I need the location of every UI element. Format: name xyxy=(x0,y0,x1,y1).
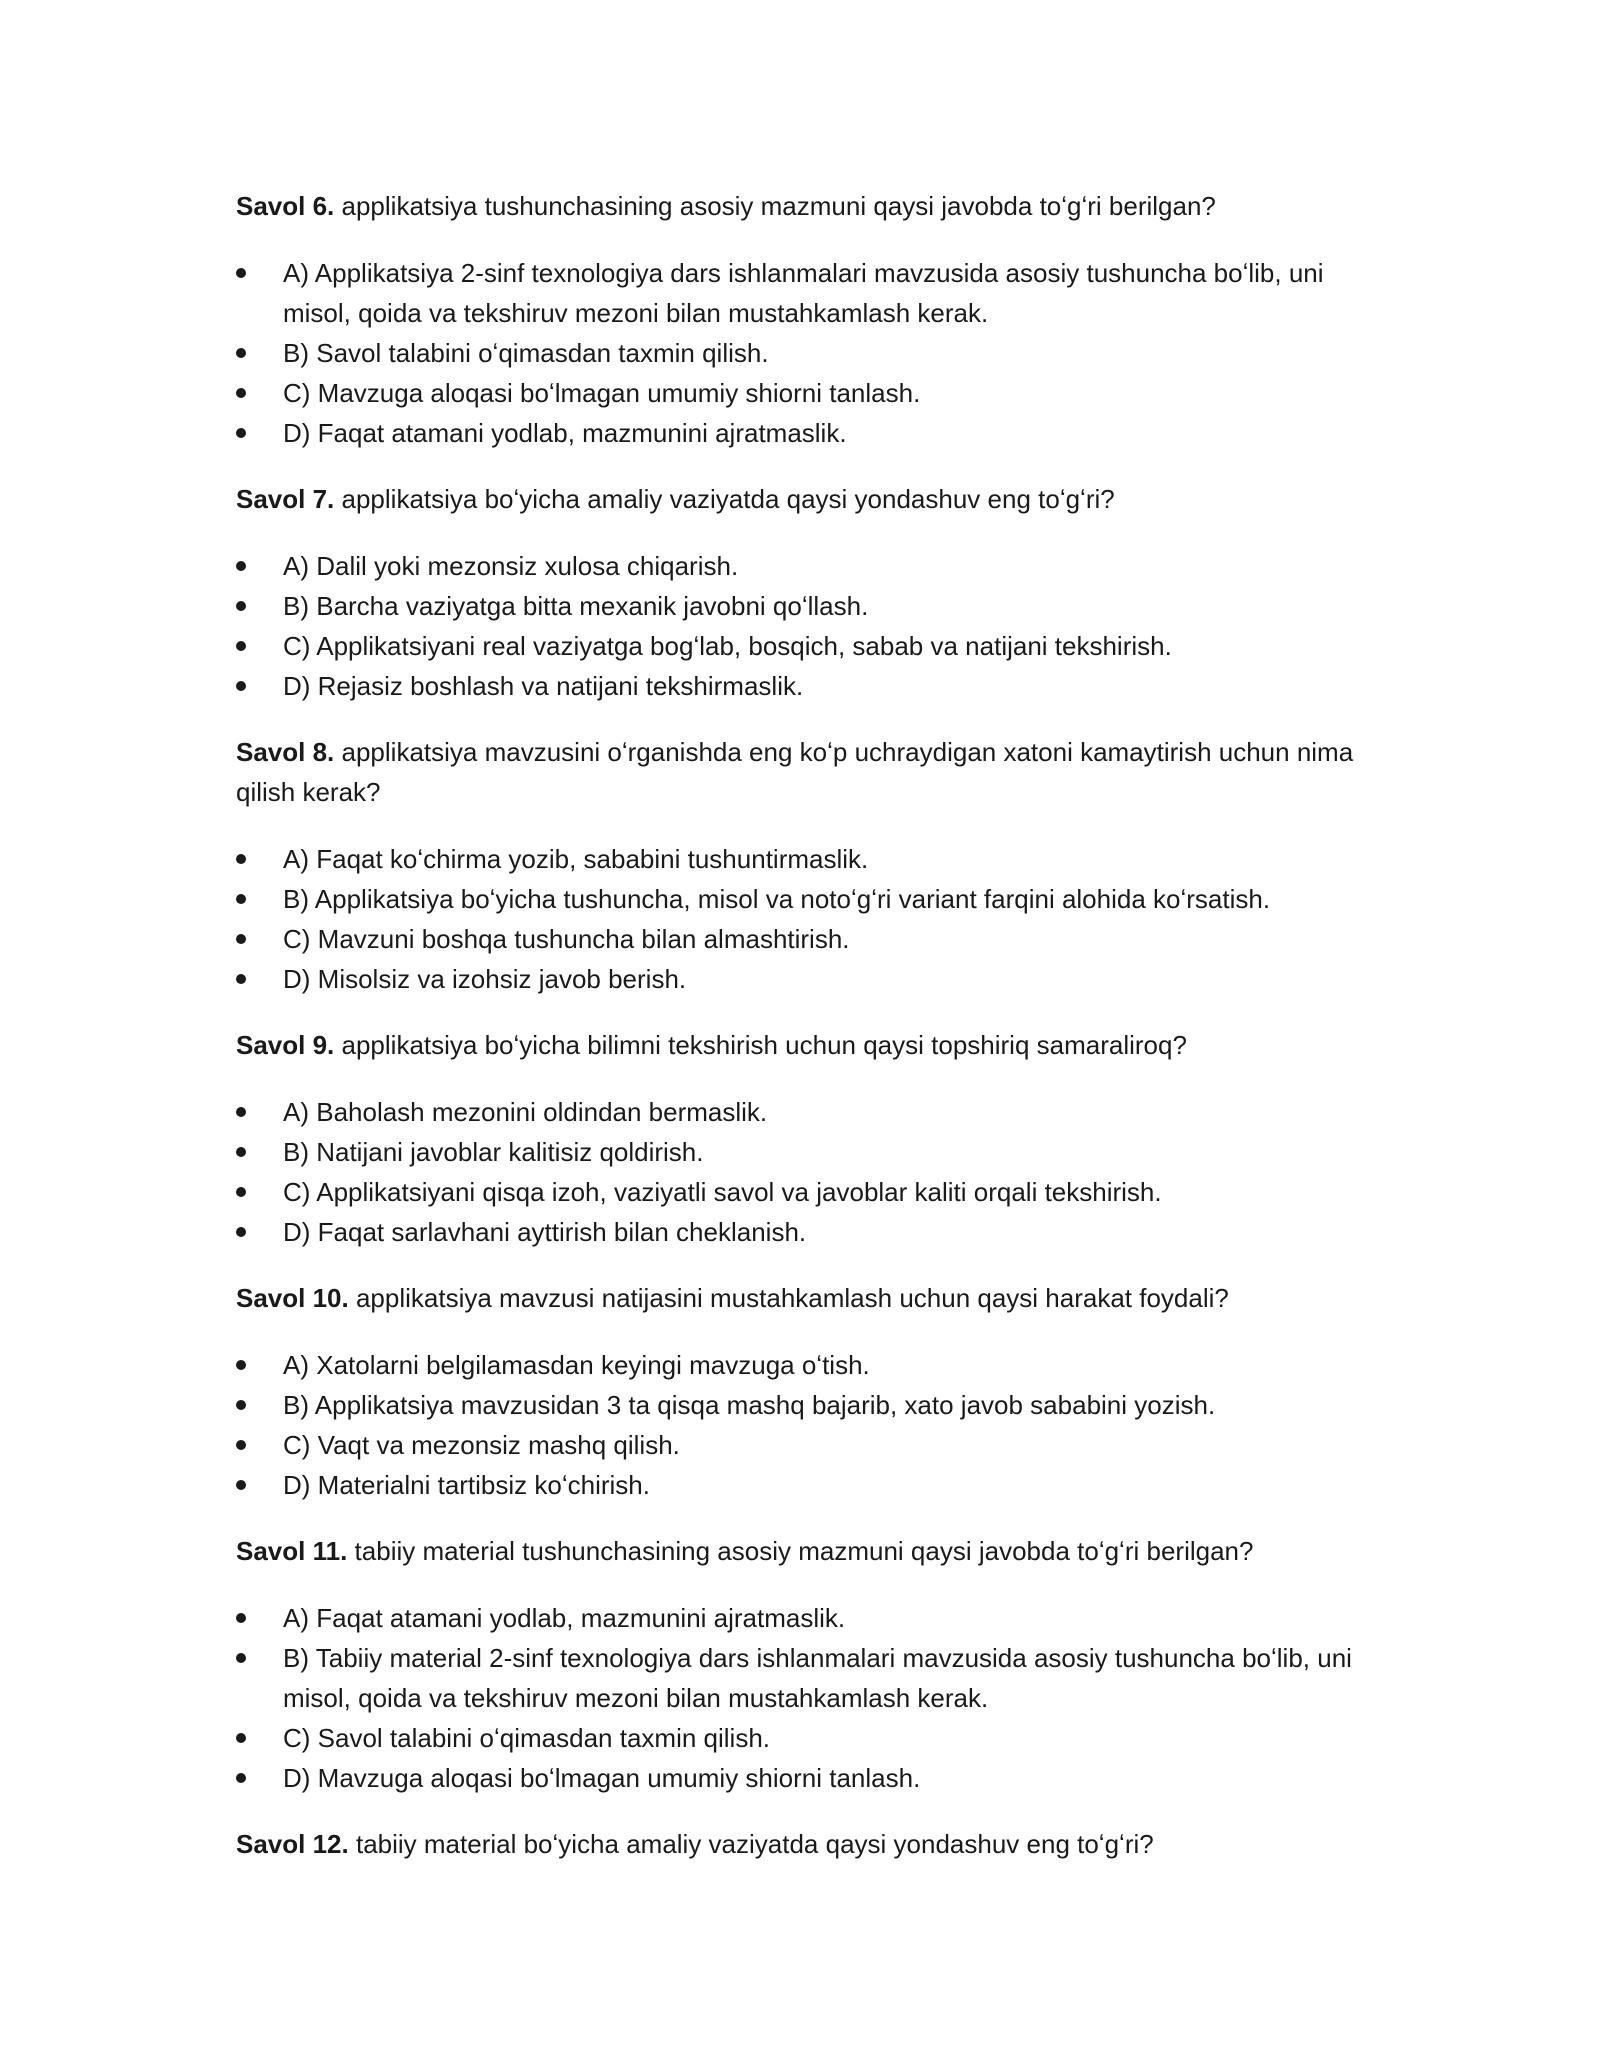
bullet-icon xyxy=(236,681,246,691)
bullet-icon xyxy=(236,854,246,864)
option-text: A) Faqat koʻchirma yozib, sababini tushuntirmaslik. xyxy=(283,844,869,874)
list-item xyxy=(236,546,1386,586)
question-12 xyxy=(236,1824,1386,1864)
option-text: D) Faqat sarlavhani ayttirish bilan cheklanish. xyxy=(283,1217,807,1247)
option-text: A) Faqat atamani yodlab, mazmunini ajratmaslik. xyxy=(283,1603,846,1633)
bullet-icon xyxy=(236,1187,246,1197)
list-item xyxy=(236,1385,1386,1425)
list-item xyxy=(236,919,1386,959)
list-item xyxy=(236,1212,1386,1252)
bullet-icon xyxy=(236,561,246,571)
bullet-icon xyxy=(236,1227,246,1237)
option-text: D) Materialni tartibsiz koʻchirish. xyxy=(283,1470,650,1500)
bullet-icon xyxy=(236,974,246,984)
question-8 xyxy=(236,732,1386,812)
option-list xyxy=(236,1598,1386,1798)
list-item xyxy=(236,373,1386,413)
option-text: A) Applikatsiya 2-sinf texnologiya dars ishlanmalari mavzusida asosiy tushuncha boʻlib, uni misol, qoida va tekshiruv mezoni bilan mustahkamlash kerak. xyxy=(283,258,1324,328)
option-text: B) Applikatsiya mavzusidan 3 ta qisqa mashq bajarib, xato javob sababini yozish. xyxy=(283,1390,1216,1420)
list-item xyxy=(236,586,1386,626)
bullet-icon xyxy=(236,601,246,611)
question-text: tabiiy material tushunchasining asosiy mazmuni qaysi javobda toʻgʻri berilgan? xyxy=(354,1536,1254,1566)
option-text: D) Faqat atamani yodlab, mazmunini ajratmaslik. xyxy=(283,418,847,448)
question-9 xyxy=(236,1025,1386,1065)
question-number: Savol 10. xyxy=(236,1283,349,1313)
list-item xyxy=(236,626,1386,666)
question-text: applikatsiya mavzusi natijasini mustahkamlash uchun qaysi harakat foydali? xyxy=(355,1283,1229,1313)
list-item xyxy=(236,1465,1386,1505)
list-item xyxy=(236,1598,1386,1638)
option-list xyxy=(236,1092,1386,1252)
option-text: C) Applikatsiyani real vaziyatga bogʻlab, bosqich, sabab va natijani tekshirish. xyxy=(283,631,1172,661)
list-item xyxy=(236,1172,1386,1212)
question-number: Savol 11. xyxy=(236,1536,348,1566)
option-list xyxy=(236,546,1386,706)
option-text: C) Vaqt va mezonsiz mashq qilish. xyxy=(283,1430,680,1460)
list-item xyxy=(236,1758,1386,1798)
bullet-icon xyxy=(236,934,246,944)
question-number: Savol 8. xyxy=(236,737,335,767)
list-item xyxy=(236,1638,1386,1718)
option-text: A) Xatolarni belgilamasdan keyingi mavzuga oʻtish. xyxy=(283,1350,870,1380)
bullet-icon xyxy=(236,1147,246,1157)
option-text: B) Savol talabini oʻqimasdan taxmin qilish. xyxy=(283,338,769,368)
list-item xyxy=(236,1345,1386,1385)
bullet-icon xyxy=(236,894,246,904)
bullet-icon xyxy=(236,1480,246,1490)
bullet-icon xyxy=(236,348,246,358)
bullet-icon xyxy=(236,1653,246,1663)
question-11 xyxy=(236,1531,1386,1571)
list-item xyxy=(236,666,1386,706)
bullet-icon xyxy=(236,1107,246,1117)
list-item xyxy=(236,1425,1386,1465)
document-page xyxy=(236,186,1386,1891)
option-text: B) Applikatsiya boʻyicha tushuncha, misol va notoʻgʻri variant farqini alohida koʻrsatish. xyxy=(283,884,1271,914)
bullet-icon xyxy=(236,1773,246,1783)
option-text: C) Applikatsiyani qisqa izoh, vaziyatli savol va javoblar kaliti orqali tekshirish. xyxy=(283,1177,1162,1207)
question-number: Savol 9. xyxy=(236,1030,335,1060)
list-item xyxy=(236,253,1386,333)
option-text: D) Mavzuga aloqasi boʻlmagan umumiy shiorni tanlash. xyxy=(283,1763,921,1793)
list-item xyxy=(236,1092,1386,1132)
bullet-icon xyxy=(236,388,246,398)
option-list xyxy=(236,1345,1386,1505)
option-list xyxy=(236,839,1386,999)
question-7 xyxy=(236,479,1386,519)
option-text: B) Natijani javoblar kalitisiz qoldirish. xyxy=(283,1137,704,1167)
bullet-icon xyxy=(236,268,246,278)
question-number: Savol 7. xyxy=(236,484,335,514)
bullet-icon xyxy=(236,1440,246,1450)
option-text: A) Baholash mezonini oldindan bermaslik. xyxy=(283,1097,768,1127)
bullet-icon xyxy=(236,1733,246,1743)
question-text: applikatsiya boʻyicha bilimni tekshirish uchun qaysi topshiriq samaraliroq? xyxy=(341,1030,1187,1060)
list-item xyxy=(236,1718,1386,1758)
list-item xyxy=(236,879,1386,919)
option-text: D) Misolsiz va izohsiz javob berish. xyxy=(283,964,687,994)
option-text: C) Mavzuga aloqasi boʻlmagan umumiy shiorni tanlash. xyxy=(283,378,921,408)
list-item xyxy=(236,959,1386,999)
question-text: applikatsiya boʻyicha amaliy vaziyatda qaysi yondashuv eng toʻgʻri? xyxy=(341,484,1115,514)
option-text: C) Savol talabini oʻqimasdan taxmin qilish. xyxy=(283,1723,771,1753)
question-text: applikatsiya mavzusini oʻrganishda eng koʻp uchraydigan xatoni kamaytirish uchun nima qilish kerak? xyxy=(236,737,1354,807)
bullet-icon xyxy=(236,1360,246,1370)
option-text: A) Dalil yoki mezonsiz xulosa chiqarish. xyxy=(283,551,739,581)
bullet-icon xyxy=(236,428,246,438)
question-10 xyxy=(236,1278,1386,1318)
bullet-icon xyxy=(236,1400,246,1410)
list-item xyxy=(236,1132,1386,1172)
question-number: Savol 6. xyxy=(236,191,335,221)
option-text: B) Tabiiy material 2-sinf texnologiya dars ishlanmalari mavzusida asosiy tushuncha boʻlib, uni misol, qoida va tekshiruv mezoni bilan mustahkamlash kerak. xyxy=(283,1643,1352,1713)
question-text: tabiiy material boʻyicha amaliy vaziyatda qaysi yondashuv eng toʻgʻri? xyxy=(355,1829,1154,1859)
option-text: C) Mavzuni boshqa tushuncha bilan almashtirish. xyxy=(283,924,850,954)
question-text: applikatsiya tushunchasining asosiy mazmuni qaysi javobda toʻgʻri berilgan? xyxy=(341,191,1216,221)
question-6 xyxy=(236,186,1386,226)
bullet-icon xyxy=(236,1613,246,1623)
option-text: D) Rejasiz boshlash va natijani tekshirmaslik. xyxy=(283,671,804,701)
list-item xyxy=(236,839,1386,879)
list-item xyxy=(236,413,1386,453)
list-item xyxy=(236,333,1386,373)
bullet-icon xyxy=(236,641,246,651)
question-number: Savol 12. xyxy=(236,1829,349,1859)
option-text: B) Barcha vaziyatga bitta mexanik javobni qoʻllash. xyxy=(283,591,869,621)
option-list xyxy=(236,253,1386,453)
